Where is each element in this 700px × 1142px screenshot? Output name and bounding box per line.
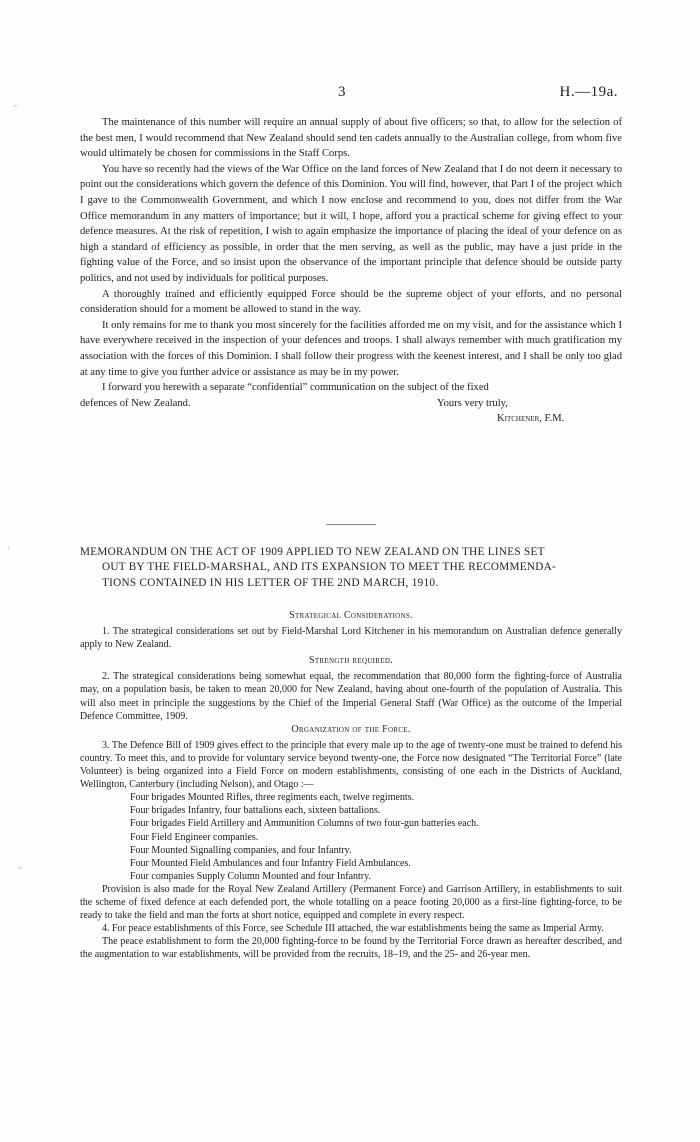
memo-paragraph: The peace establishment to form the 20,000 fighting-force to be found by the Territorial Force drawn as hereafter described, and the augmentation to war establishments, will be provided from the recruits, 18–19, and the 25- and 26-year men. (80, 936, 622, 961)
letter-paragraph: I forward you herewith a separate “confidential” communication on the subject of the fixed (102, 382, 489, 394)
memo-paragraph: 2. The strategical considerations being somewhat equal, the recommendation that 80,000 form the fighting-force of Australia may, on a population basis, be taken to mean 20,000 for New Zealand, having about one-fourth of the population of Australia. This will also meet in principle the suggestions by the Chief of the Imperial General Staff (War Office) as the outcome of the Imperial Defence Committee, 1909. (80, 671, 622, 722)
letter-paragraph: The maintenance of this number will require an annual supply of about five officers; so that, to allow for the selection of the best men, I would recommend that New Zealand should send ten cadets annually to the Australian college, from whom five would ultimately be chosen for commissions in the Staff Corps. (80, 117, 622, 160)
memorandum-body (80, 606, 622, 961)
section-heading: Organization of the Force. (291, 723, 411, 735)
memo-paragraph: 4. For peace establishments of this Force, see Schedule III attached, the war establishments being the same as Imperial Army. (102, 923, 604, 935)
page-number: 3 (338, 84, 346, 100)
unit-item: Four brigades Mounted Rifles, three regiments each, twelve regiments. (130, 792, 415, 804)
memo-paragraph: 1. The strategical considerations set out by Field-Marshal Lord Kitchener in his memorandum on Australian defence generally apply to New Zealand. (80, 626, 622, 651)
margin-mark: - (14, 100, 17, 110)
valediction: Yours very truly, (437, 397, 508, 409)
title-line: MEMORANDUM ON THE ACT OF 1909 APPLIED TO NEW ZEALAND ON THE LINES SET (80, 546, 545, 558)
unit-list (80, 791, 622, 883)
closing-text: defences of New Zealand. (80, 397, 191, 409)
letter-closing (80, 396, 622, 412)
memorandum-title (80, 545, 622, 591)
signature-row (80, 411, 622, 427)
title-line: TIONS CONTAINED IN HIS LETTER OF THE 2ND MARCH, 1910. (102, 576, 439, 589)
section-divider (326, 524, 376, 525)
letter-paragraph: You have so recently had the views of the War Office on the land forces of New Zealand that I do not deem it necessary to point out the considerations which govern the defence of this Dominion. You will find, however, that Part I of the project which I gave to the Commonwealth Government, and which I now enclose and recommend to you, does not differ from the War Office memorandum in any matters of importance; but it will, I hope, afford you a practical scheme for giving effect to your defence measures. At the risk of repetition, I wish to again emphasize the importance of placing the ideal of your defence on as high a standard of efficiency as possible, in order that the men serving, as well as the public, may have a just pride in the fighting value of the Force, and so insist upon the observance of the important principle that defence should be outside party politics, and not used by individuals for political purposes. (80, 163, 622, 284)
unit-item: Four Field Engineer companies. (130, 831, 259, 843)
page-header (0, 84, 700, 104)
letter-body (80, 115, 622, 427)
margin-mark: - (18, 862, 21, 872)
letter-paragraph: It only remains for me to thank you most sincerely for the facilities afforded me on my visit, and for the assistance which I have everywhere received in the inspection of your defences and troops. I shall always remember with much gratification my association with the forces of this Dominion. I shall follow their progress with the keenest interest, and I shall be only too glad at any time to give you further advice or assistance as may be in my power. (80, 319, 622, 378)
margin-mark: ' (8, 546, 10, 556)
unit-item: Four companies Supply Column Mounted and four Infantry. (130, 870, 371, 882)
unit-item: Four brigades Field Artillery and Ammunition Columns of two four-gun batteries each. (130, 818, 479, 830)
section-heading: Strength required. (308, 655, 393, 667)
letter-paragraph: A thoroughly trained and efficiently equipped Force should be the supreme object of your efforts, and no personal consideration should for a moment be allowed to stand in the way. (80, 288, 622, 316)
section-heading: Strategical Considerations. (289, 610, 413, 621)
unit-item: Four Mounted Field Ambulances and four Infantry Field Ambulances. (130, 857, 411, 869)
document-reference: H.—19a. (559, 84, 618, 100)
title-line: OUT BY THE FIELD-MARSHAL, AND ITS EXPANSION TO MEET THE RECOMMENDA- (102, 561, 557, 574)
unit-item: Four Mounted Signalling companies, and four Infantry. (130, 844, 352, 856)
unit-item: Four brigades Infantry, four battalions each, sixteen battalions. (130, 805, 381, 817)
signature: Kitchener, F.M. (497, 413, 565, 425)
memo-paragraph: 3. The Defence Bill of 1909 gives effect to the principle that every male up to the age of twenty-one must be trained to defend his country. To meet this, and to provide for voluntary service beyond twenty-one, the Force now designated “The Territorial Force” (late Volunteer) is being organized into a Field Force on modern establishments, consisting of one each in the Districts of Auckland, Wellington, Canterbury (including Nelson), and Otago :— (80, 739, 622, 791)
memo-paragraph: Provision is also made for the Royal New Zealand Artillery (Permanent Force) and Garrison Artillery, in establishments to suit the scheme of fixed defence at each defended port, the whole totalling on a peace footing 20,000 as a first-line fighting-force, to be ready to take the field and man the forts at short notice, equipped and complete in every respect. (80, 883, 622, 922)
